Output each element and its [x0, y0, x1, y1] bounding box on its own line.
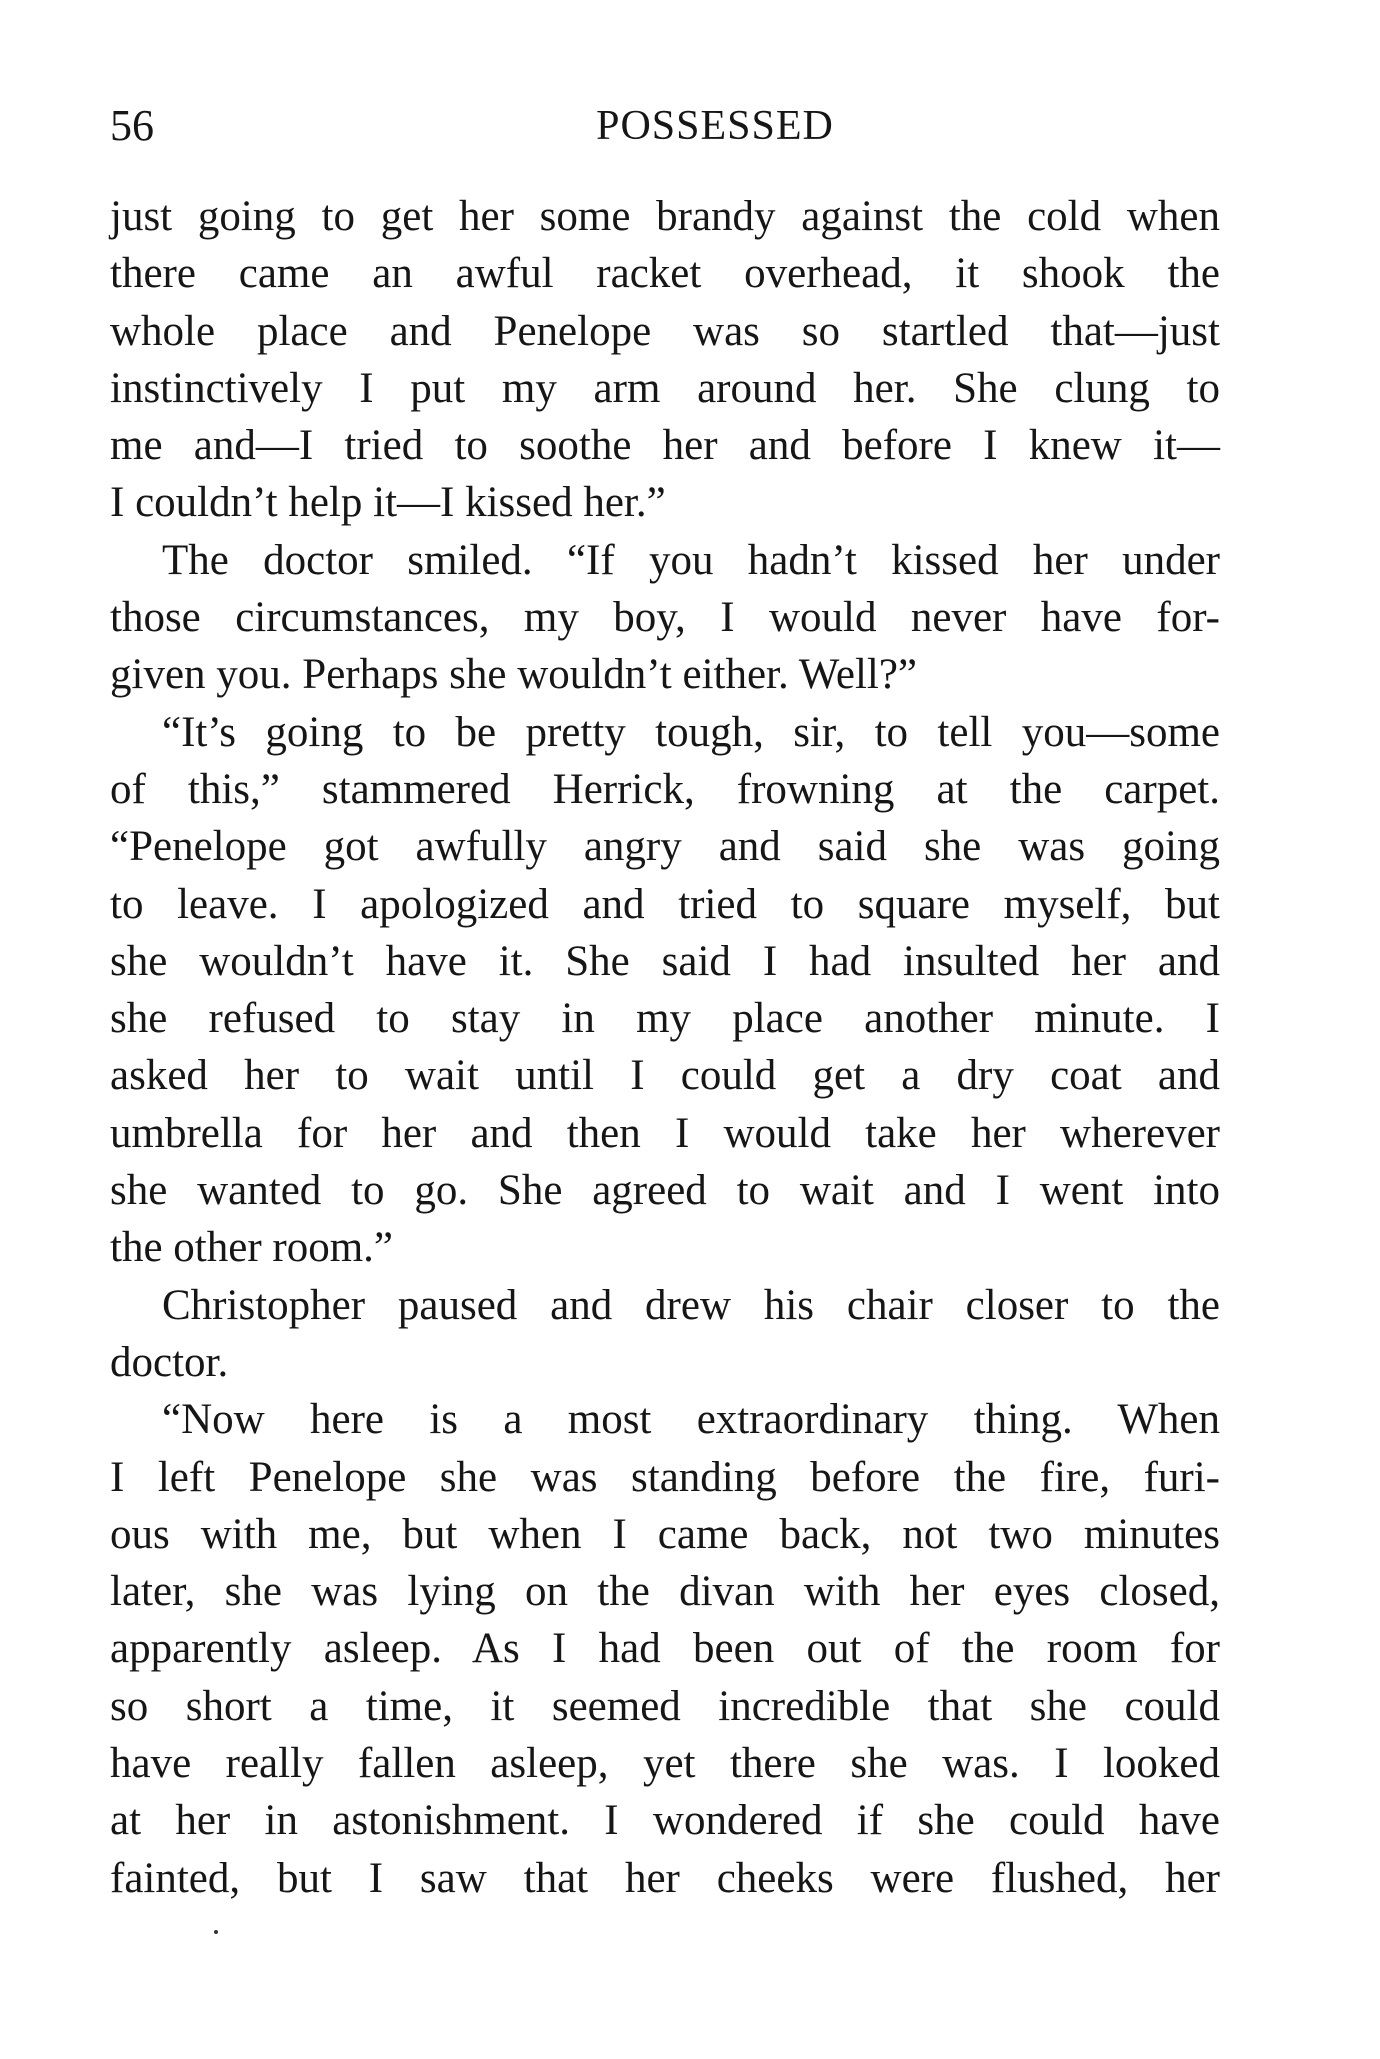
text-line: the other room.” — [110, 1224, 393, 1272]
text-line: she refused to stay in my place another minute. I — [110, 995, 1220, 1043]
body-text — [110, 188, 1220, 1907]
page-number: 56 — [110, 101, 154, 150]
text-line: The doctor smiled. “If you hadn’t kissed her under — [162, 536, 1220, 584]
text-line: “Penelope got awfully angry and said she was going — [110, 823, 1220, 871]
text-line: “It’s going to be pretty tough, sir, to tell you—some — [162, 708, 1220, 756]
text-line: me and—I tried to soothe her and before I knew it— — [110, 422, 1220, 470]
text-line: Christopher paused and drew his chair closer to the — [162, 1281, 1220, 1329]
text-line: later, she was lying on the divan with her eyes closed, — [110, 1568, 1220, 1616]
text-line: umbrella for her and then I would take her wherever — [110, 1109, 1220, 1157]
text-line: she wouldn’t have it. She said I had insulted her and — [110, 937, 1220, 985]
text-line: of this,” stammered Herrick, frowning at the carpet. — [110, 765, 1220, 813]
page-header — [110, 96, 1220, 156]
text-line: to leave. I apologized and tried to square myself, but — [110, 880, 1220, 928]
print-speck — [214, 1930, 218, 1934]
text-line: at her in astonishment. I wondered if she could have — [110, 1797, 1220, 1845]
text-line: given you. Perhaps she wouldn’t either. Well?” — [110, 651, 918, 699]
text-line: I left Penelope she was standing before the fire, furi- — [110, 1453, 1220, 1501]
text-line: asked her to wait until I could get a dry coat and — [110, 1052, 1220, 1100]
text-line: I couldn’t help it—I kissed her.” — [110, 479, 666, 527]
text-line: instinctively I put my arm around her. She clung to — [110, 364, 1220, 412]
text-line: doctor. — [110, 1338, 229, 1386]
text-line: fainted, but I saw that her cheeks were flushed, her — [110, 1854, 1220, 1902]
text-line: ous with me, but when I came back, not two minutes — [110, 1510, 1220, 1558]
running-title: POSSESSED — [596, 103, 834, 149]
text-line: those circumstances, my boy, I would never have for- — [110, 594, 1220, 642]
text-line: so short a time, it seemed incredible that she could — [110, 1682, 1220, 1730]
text-line: whole place and Penelope was so startled that—just — [110, 307, 1220, 355]
text-line: just going to get her some brandy against the cold when — [110, 193, 1220, 240]
text-line: apparently asleep. As I had been out of the room for — [110, 1625, 1220, 1673]
text-line: “Now here is a most extraordinary thing. When — [162, 1396, 1220, 1444]
text-line: have really fallen asleep, yet there she was. I looked — [110, 1740, 1220, 1788]
text-line: she wanted to go. She agreed to wait and I went into — [110, 1167, 1220, 1215]
text-line: there came an awful racket overhead, it shook the — [110, 250, 1220, 298]
